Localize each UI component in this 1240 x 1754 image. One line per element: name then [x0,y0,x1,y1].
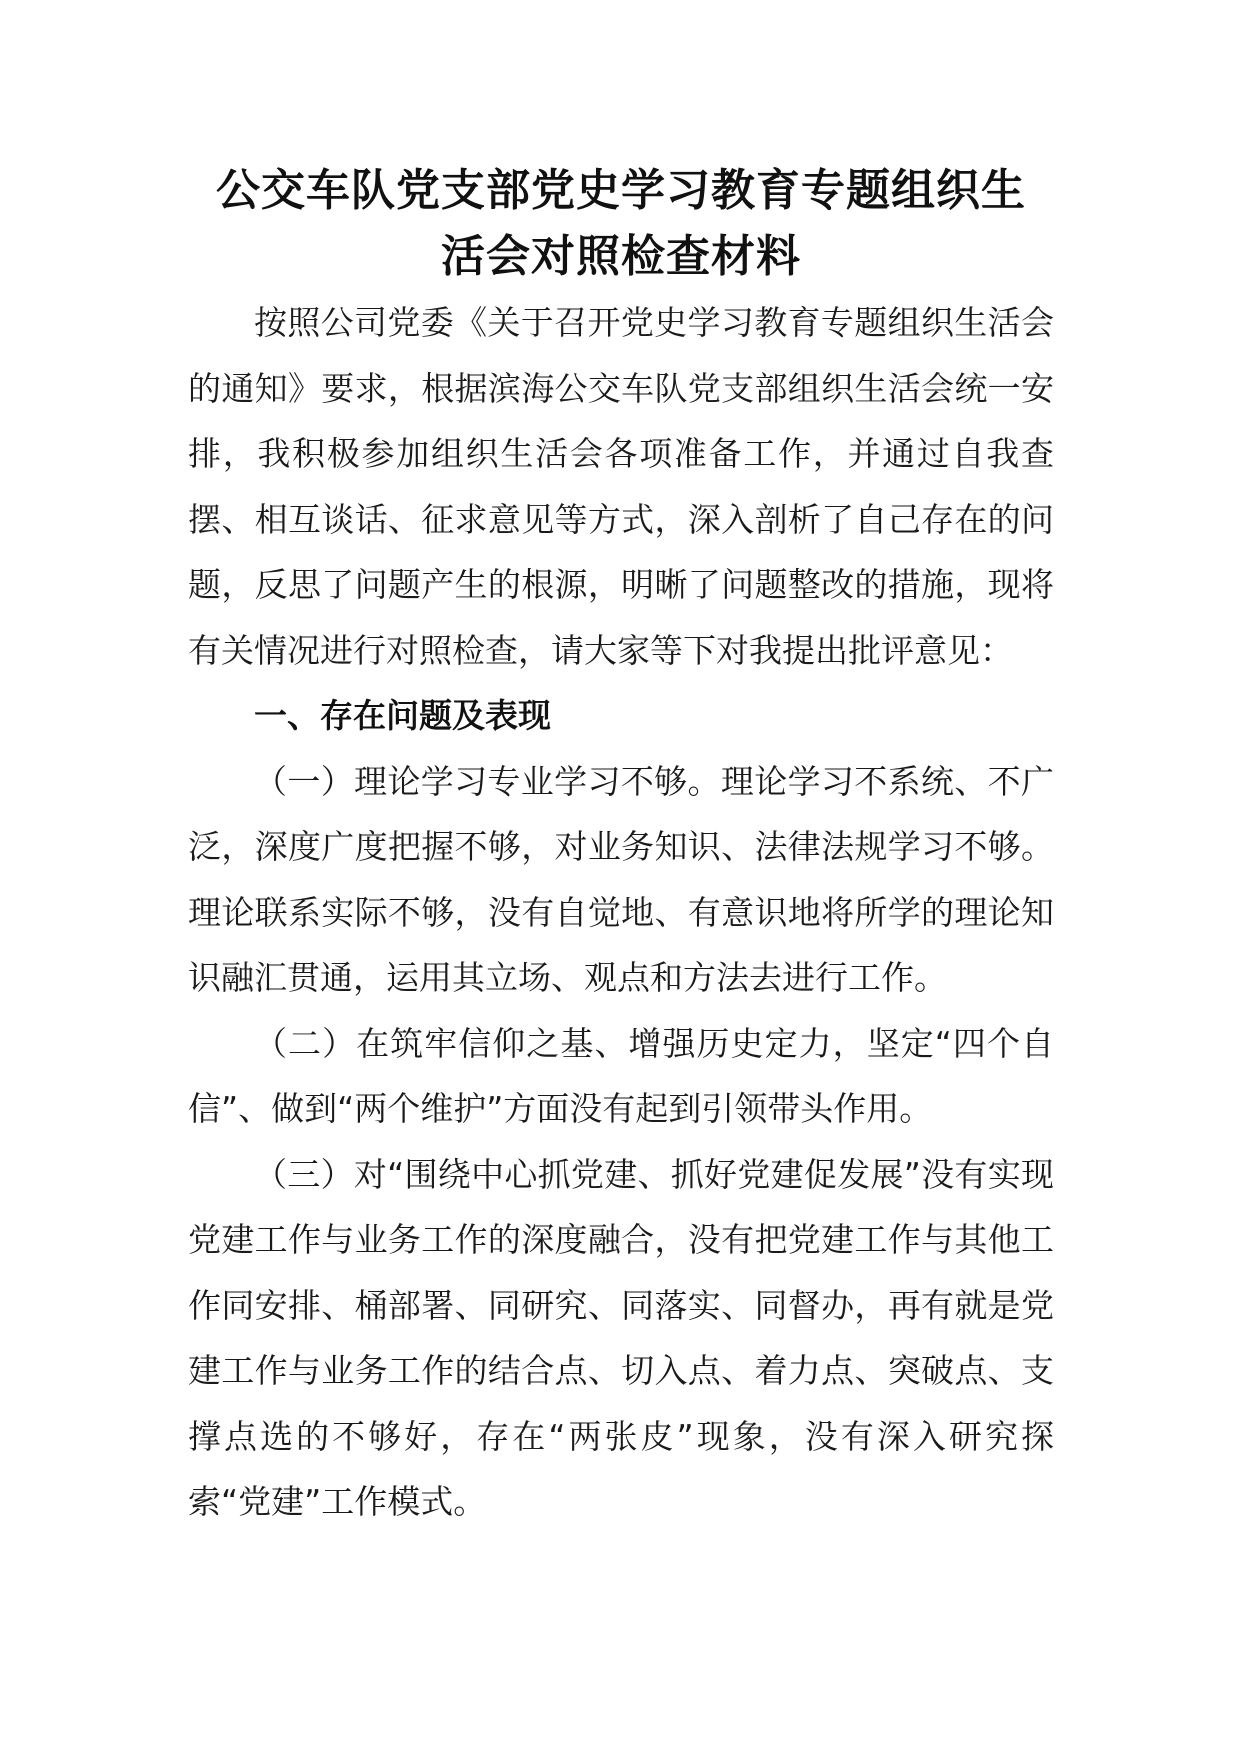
section-heading-problems: 一、存在问题及表现 [254,696,551,735]
document-title [188,158,1054,290]
document-body [188,158,1054,1535]
problem-item-2: （二）在筑牢信仰之基、增强历史定力，坚定“四个自信”、做到“两个维护”方面没有起到引领带头作用。 [188,1023,1054,1128]
problem-item-3: （三）对“围绕中心抓党建、抓好党建促发展”没有实现党建工作与业务工作的深度融合，没有把党建工作与其他工作同安排、桶部署、同研究、同落实、同督办，再有就是党建工作与业务工作的结合点、切入点、着力点、突破点、支撑点选的不够好，存在“两张皮”现象，没有深入研究探索“党建”工作模式。 [188,1154,1054,1521]
intro-paragraph: 按照公司党委《关于召开党史学习教育专题组织生活会的通知》要求，根据滨海公交车队党支部组织生活会统一安排，我积极参加组织生活会各项准备工作，并通过自我查摆、相互谈话、征求意见等方式，深入剖析了自己存在的问题，反思了问题产生的根源，明晰了问题整改的措施，现将有关情况进行对照检查，请大家等下对我提出批评意见： [188,303,1054,670]
document-title-line-1: 公交车队党支部党史学习教育专题组织生 [216,165,1026,216]
problem-item-1: （一）理论学习专业学习不够。理论学习不系统、不广泛，深度广度把握不够，对业务知识、法律法规学习不够。理论联系实际不够，没有自觉地、有意识地将所学的理论知识融汇贯通，运用其立场、观点和方法去进行工作。 [188,761,1054,997]
document-title-line-2: 活会对照检查材料 [441,231,801,282]
